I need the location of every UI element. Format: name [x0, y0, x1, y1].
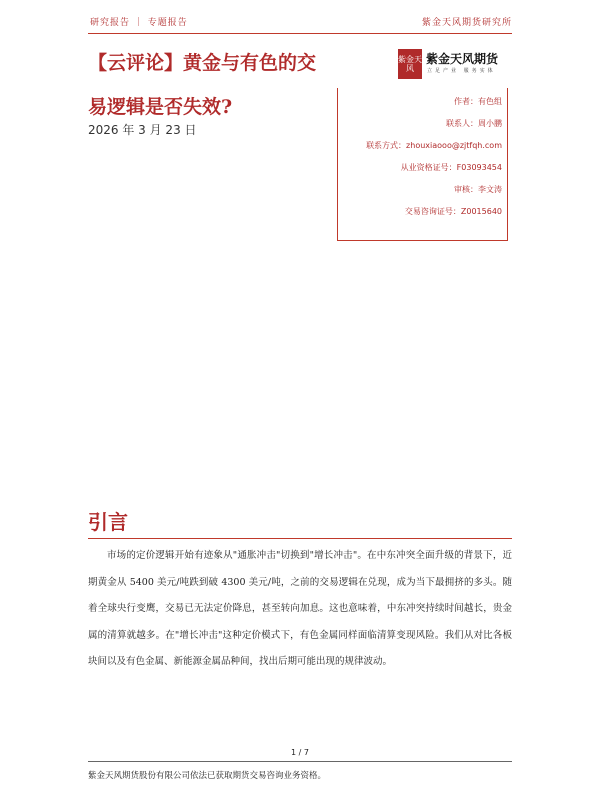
report-title: 【云评论】黄金与有色的交易逻辑是否失效?: [88, 52, 317, 118]
contact-license: 从业资格证号：F03093454: [400, 163, 502, 172]
contact-author: 作者：有色组: [454, 97, 502, 106]
logo-name: 紫金天风期货: [426, 52, 499, 66]
contact-email: 联系方式：zhouxiaooo@zjtfqh.com: [366, 141, 502, 150]
logo-subtitle: 立足产业 服务实体: [427, 68, 496, 74]
report-date: 2026 年 3 月 23 日: [88, 123, 197, 137]
header-left: 研究报告 ｜ 专题报告: [90, 18, 188, 28]
intro-paragraph: 市场的定价逻辑开始有迹象从"通胀冲击"切换到"增长冲击"。在中东冲突全面升级的背景下，近期黄金从 5400 美元/吨跌到破 4300 美元/吨，之前的交易逻辑在兑现，成为当下最拥挤的多头。随着全球央行变鹰，交易已无法定价降息，甚至转向加息。这也意味着，中东冲突持续时间越长，贵金属的清算就越多。在"增长冲击"这种定价模式下，有色金属同样面临清算变现风险。我们从对比各板块间以及有色金属、新能源金属品种间，找出后期可能出现的规律波动。: [88, 550, 512, 667]
contact-advisory-license: 交易咨询证号：Z0015640: [404, 207, 502, 216]
logo-badge: 紫金天风: [398, 49, 422, 79]
header-right: 紫金天风期货研究所: [421, 18, 512, 28]
section-divider: [88, 538, 512, 539]
contact-box: [337, 88, 508, 241]
footer-divider: [88, 761, 512, 762]
company-logo: [398, 49, 518, 79]
page-number: 1 / 7: [291, 748, 309, 757]
section-title: 引言: [88, 510, 128, 534]
contact-person: 联系人：周小鹏: [446, 119, 502, 128]
contact-reviewer: 审核：李文涛: [454, 185, 502, 194]
footer-disclaimer: 紫金天风期货股份有限公司依法已获取期货交易咨询业务资格。: [88, 771, 327, 781]
header-divider: [88, 33, 512, 34]
